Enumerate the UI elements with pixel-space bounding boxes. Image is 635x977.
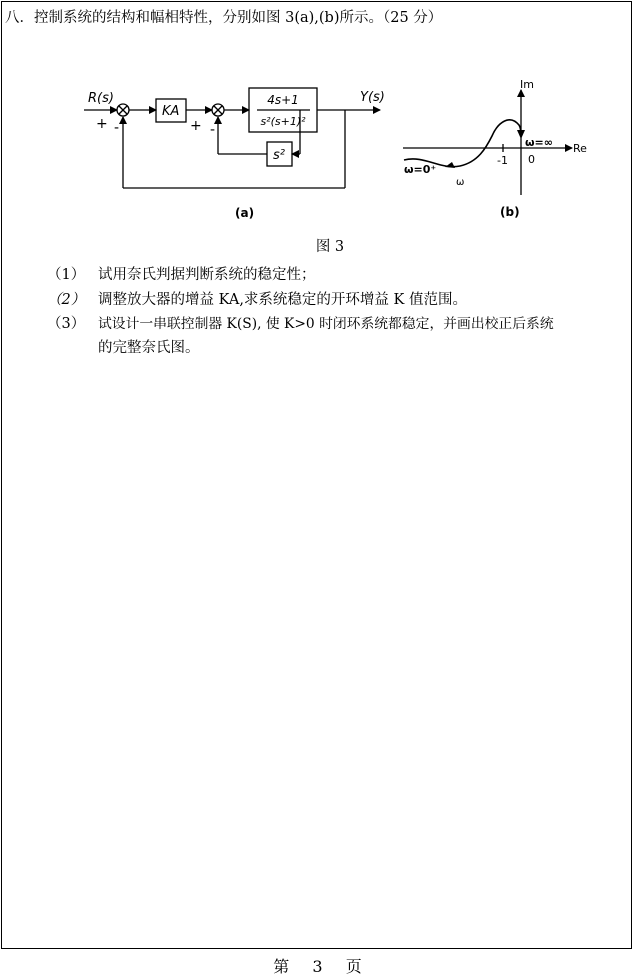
sub-question-2-number: （2） [47, 292, 86, 308]
omega-zero-label: ω=0⁺ [404, 163, 437, 176]
omega-label: ω [456, 177, 465, 188]
sub-question-3-text: 试设计一串联控制器 K(S), 使 K>0 时闭环系统都稳定，并画出校正后系统 [98, 316, 554, 332]
gain-label: KA [162, 104, 180, 119]
sub-question-3-number: （3） [47, 316, 86, 332]
output-label: Y(s) [360, 90, 385, 105]
plant-denominator: s²(s+1)² [260, 115, 306, 128]
re-axis-label: Re [573, 142, 587, 155]
figure-3 [0, 70, 635, 230]
page-footer [0, 954, 635, 977]
im-axis-label: Im [520, 78, 534, 91]
sub-question-3-continuation: 的完整奈氏图。 [98, 340, 200, 356]
figure-a-caption: (a) [235, 206, 255, 220]
block-diagram [84, 88, 380, 188]
feedback-label: s² [273, 148, 285, 163]
page-number: 3 [312, 957, 323, 976]
figure-b-caption: (b) [500, 205, 520, 219]
omega-infinity-label: ω=∞ [525, 136, 553, 149]
figure-caption: 图 3 [315, 239, 345, 255]
question-header: 八．控制系统的结构和幅相特性，分别如图 3(a),(b)所示。（25 分） [5, 10, 443, 26]
sub-question-2-text: 调整放大器的增益 KA,求系统稳定的开环增益 K 值范围。 [98, 292, 467, 308]
sub-question-1-number: （1） [47, 267, 86, 283]
minus-sign-1: - [114, 120, 120, 136]
plus-sign-2: + [190, 118, 202, 134]
minus-one-label: -1 [497, 154, 508, 167]
origin-label: 0 [528, 153, 535, 166]
sub-question-1-text: 试用奈氏判据判断系统的稳定性； [98, 267, 316, 283]
plant-numerator: 4s+1 [267, 93, 299, 107]
minus-sign-2: - [210, 122, 216, 138]
footer-prefix: 第 [273, 957, 290, 976]
plus-sign-1: + [96, 116, 108, 132]
input-label: R(s) [88, 91, 114, 106]
footer-suffix: 页 [345, 957, 362, 976]
